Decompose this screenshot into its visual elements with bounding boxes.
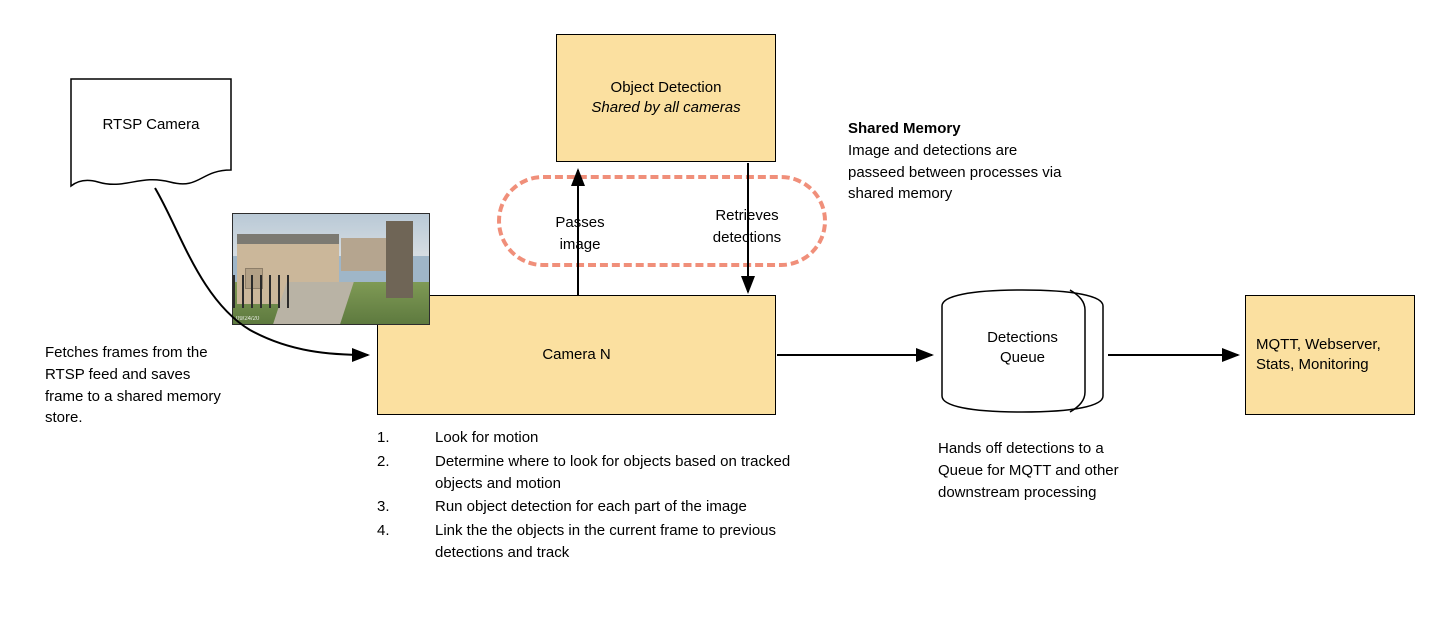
annotation-hands-off: Hands off detections to a Queue for MQTT and other downstream processing	[938, 440, 1119, 501]
list-item	[377, 427, 797, 449]
label-passes-image-line1: Passes	[555, 214, 605, 231]
rtsp-camera-label: RTSP Camera	[102, 116, 200, 133]
thumbnail-tree	[386, 221, 413, 298]
label-retrieves-detections-line2: detections	[712, 228, 782, 246]
node-object-detection	[556, 34, 776, 162]
annotation-shared-memory	[848, 118, 1068, 205]
camera-steps-list	[377, 427, 797, 566]
step-text: Run object detection for each part of the image	[435, 498, 747, 516]
thumbnail-timestamp: 09/24/20	[236, 316, 260, 322]
label-retrieves-detections-line1: Retrieves	[715, 207, 779, 224]
annotation-fetches-frames: Fetches frames from the RTSP feed and saves frame to a shared memory store.	[45, 344, 221, 427]
list-item	[377, 520, 797, 564]
camera-n-label: Camera N	[542, 345, 611, 363]
node-mqtt-webserver	[1245, 295, 1415, 415]
rtsp-camera-shape	[70, 78, 232, 190]
step-number: 1.	[377, 429, 390, 446]
label-passes-image	[535, 212, 625, 256]
camera-snapshot-thumbnail	[232, 213, 430, 325]
detections-queue-label-line1: Detections	[987, 329, 1058, 346]
label-passes-image-line2: image	[559, 235, 601, 253]
thumbnail-fence	[233, 275, 292, 308]
step-text: Link the the objects in the current frame to previous detections and track	[435, 522, 777, 561]
list-item	[377, 451, 797, 495]
step-number: 4.	[377, 522, 390, 539]
list-item	[377, 496, 797, 518]
mqtt-label-line1: MQTT, Webserver,	[1256, 335, 1381, 353]
step-number: 3.	[377, 498, 390, 516]
object-detection-sublabel: Shared by all cameras	[591, 99, 741, 116]
detections-queue-label	[940, 328, 1105, 367]
node-rtsp-camera	[70, 78, 232, 190]
step-text: Determine where to look for objects based on tracked objects and motion	[435, 452, 791, 492]
label-retrieves-detections	[693, 205, 801, 249]
node-detections-queue	[940, 288, 1105, 414]
annotation-shared-memory-title: Shared Memory	[848, 120, 961, 137]
step-text: Look for motion	[435, 429, 539, 446]
thumbnail-background-house	[341, 238, 392, 271]
mqtt-label-line2: Stats, Monitoring	[1256, 356, 1369, 373]
step-number: 2.	[377, 452, 390, 470]
node-camera-n	[377, 295, 776, 415]
detections-queue-label-line2: Queue	[999, 348, 1046, 366]
annotation-shared-memory-body: Image and detections are passeed between processes via shared memory	[848, 141, 1062, 203]
object-detection-label: Object Detection	[610, 78, 722, 96]
